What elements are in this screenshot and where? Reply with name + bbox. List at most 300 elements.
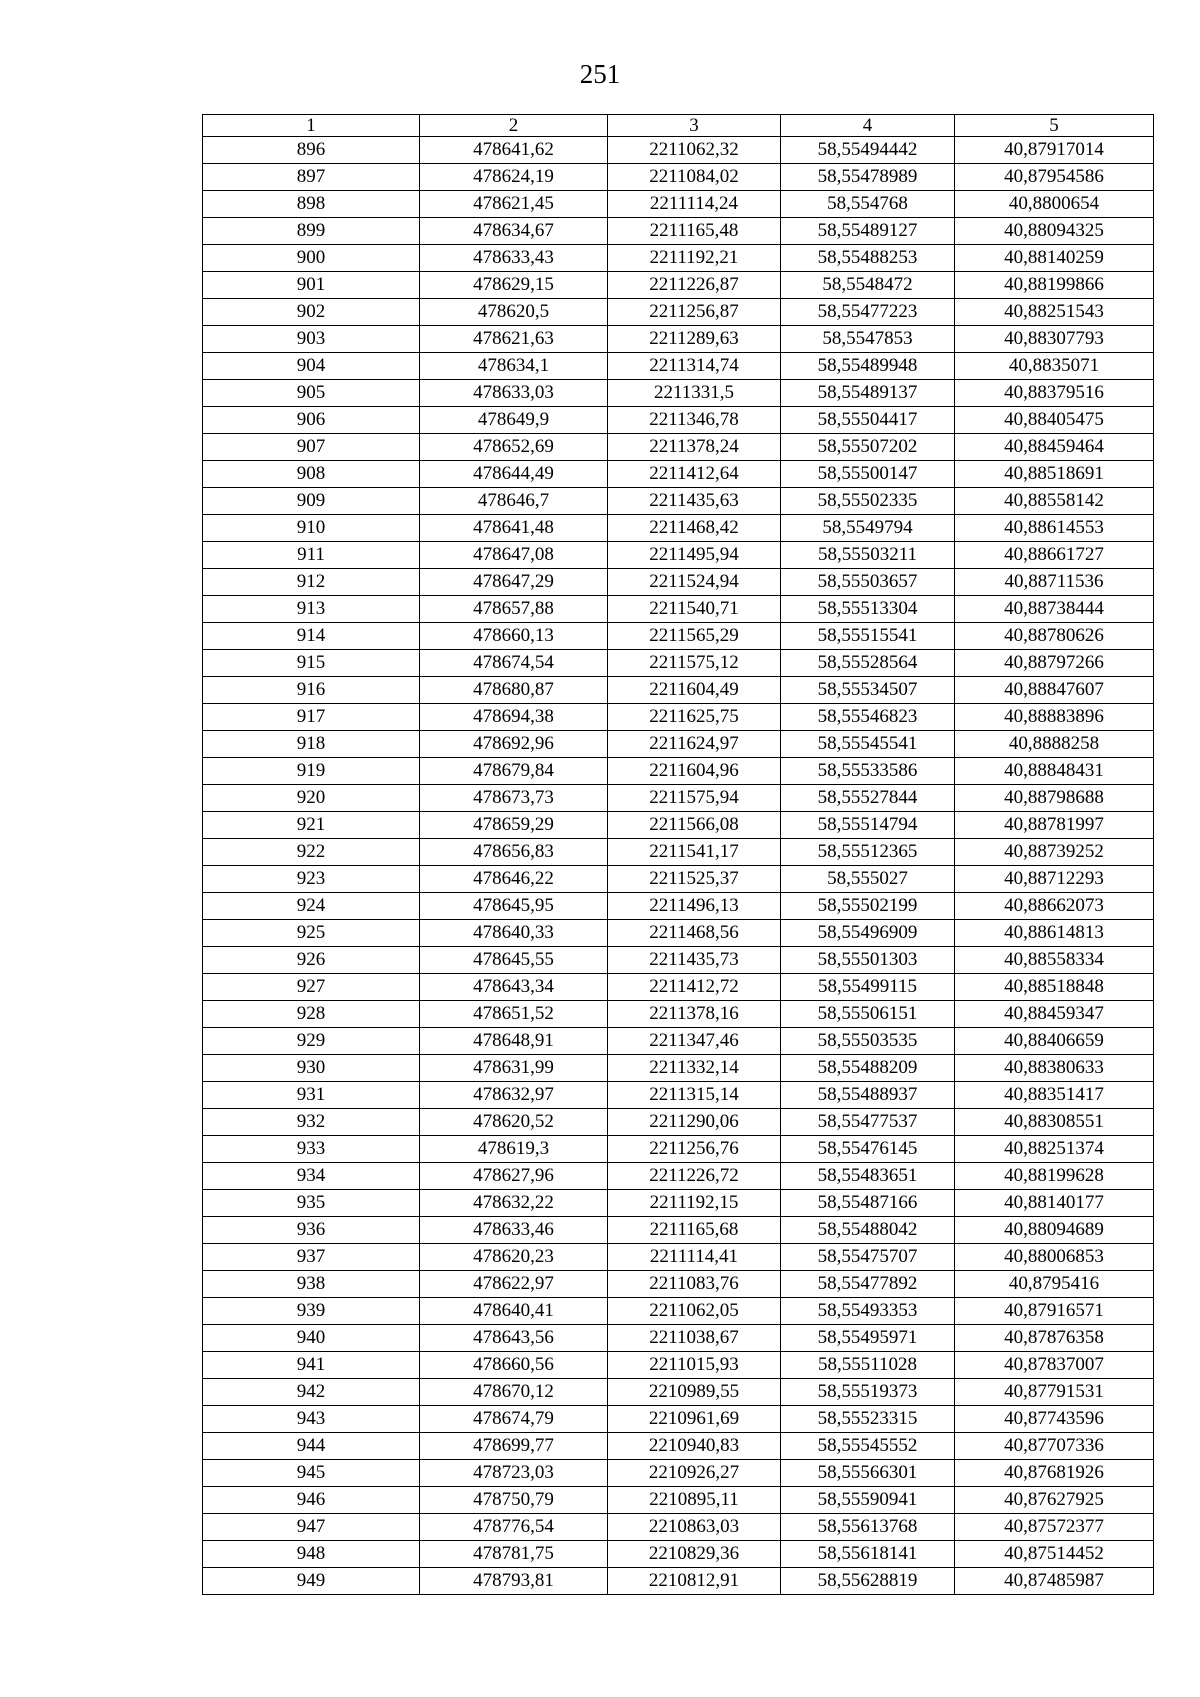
y-coordinate-cell: 2211084,02 [608,164,781,191]
x-coordinate-cell: 478699,77 [420,1433,608,1460]
x-coordinate-cell: 478622,97 [420,1271,608,1298]
x-coordinate-cell: 478656,83 [420,839,608,866]
point-number-cell: 922 [203,839,420,866]
point-number-cell: 901 [203,272,420,299]
y-coordinate-cell: 2211496,13 [608,893,781,920]
table-row [203,1028,1154,1055]
point-number-cell: 909 [203,488,420,515]
table-row [203,1514,1154,1541]
x-coordinate-cell: 478633,46 [420,1217,608,1244]
point-number-cell: 931 [203,1082,420,1109]
y-coordinate-cell: 2211314,74 [608,353,781,380]
latitude-cell: 58,55618141 [781,1541,955,1568]
table-row [203,299,1154,326]
longitude-cell: 40,88251374 [955,1136,1154,1163]
x-coordinate-cell: 478640,33 [420,920,608,947]
y-coordinate-cell: 2211625,75 [608,704,781,731]
table-row [203,1433,1154,1460]
y-coordinate-cell: 2211565,29 [608,623,781,650]
y-coordinate-cell: 2211604,96 [608,758,781,785]
table-row [203,1379,1154,1406]
x-coordinate-cell: 478621,45 [420,191,608,218]
x-coordinate-cell: 478657,88 [420,596,608,623]
point-number-cell: 932 [203,1109,420,1136]
latitude-cell: 58,55489137 [781,380,955,407]
point-number-cell: 939 [203,1298,420,1325]
latitude-cell: 58,5549794 [781,515,955,542]
latitude-cell: 58,5548472 [781,272,955,299]
point-number-cell: 918 [203,731,420,758]
y-coordinate-cell: 2211114,24 [608,191,781,218]
y-coordinate-cell: 2211346,78 [608,407,781,434]
latitude-cell: 58,55519373 [781,1379,955,1406]
y-coordinate-cell: 2211331,5 [608,380,781,407]
y-coordinate-cell: 2211165,68 [608,1217,781,1244]
table-row [203,785,1154,812]
latitude-cell: 58,55503535 [781,1028,955,1055]
longitude-cell: 40,88781997 [955,812,1154,839]
latitude-cell: 58,55545541 [781,731,955,758]
point-number-cell: 905 [203,380,420,407]
table-row [203,731,1154,758]
table-row [203,542,1154,569]
y-coordinate-cell: 2211525,37 [608,866,781,893]
longitude-cell: 40,88459464 [955,434,1154,461]
point-number-cell: 924 [203,893,420,920]
y-coordinate-cell: 2211165,48 [608,218,781,245]
point-number-cell: 948 [203,1541,420,1568]
point-number-cell: 899 [203,218,420,245]
longitude-cell: 40,88712293 [955,866,1154,893]
latitude-cell: 58,55503657 [781,569,955,596]
x-coordinate-cell: 478647,08 [420,542,608,569]
x-coordinate-cell: 478692,96 [420,731,608,758]
longitude-cell: 40,88739252 [955,839,1154,866]
latitude-cell: 58,55511028 [781,1352,955,1379]
point-number-cell: 920 [203,785,420,812]
point-number-cell: 903 [203,326,420,353]
column-header: 2 [420,115,608,137]
table-body [203,137,1154,1595]
longitude-cell: 40,88798688 [955,785,1154,812]
latitude-cell: 58,55502199 [781,893,955,920]
y-coordinate-cell: 2211332,14 [608,1055,781,1082]
longitude-cell: 40,88094325 [955,218,1154,245]
x-coordinate-cell: 478647,29 [420,569,608,596]
table-row [203,488,1154,515]
latitude-cell: 58,55500147 [781,461,955,488]
point-number-cell: 926 [203,947,420,974]
latitude-cell: 58,55494442 [781,137,955,164]
y-coordinate-cell: 2211315,14 [608,1082,781,1109]
point-number-cell: 930 [203,1055,420,1082]
latitude-cell: 58,55477892 [781,1271,955,1298]
y-coordinate-cell: 2210829,36 [608,1541,781,1568]
table-row [203,461,1154,488]
y-coordinate-cell: 2211575,12 [608,650,781,677]
y-coordinate-cell: 2211378,24 [608,434,781,461]
point-number-cell: 947 [203,1514,420,1541]
y-coordinate-cell: 2211038,67 [608,1325,781,1352]
x-coordinate-cell: 478631,99 [420,1055,608,1082]
latitude-cell: 58,55488042 [781,1217,955,1244]
longitude-cell: 40,88883896 [955,704,1154,731]
x-coordinate-cell: 478645,55 [420,947,608,974]
longitude-cell: 40,88405475 [955,407,1154,434]
longitude-cell: 40,87572377 [955,1514,1154,1541]
y-coordinate-cell: 2211256,87 [608,299,781,326]
longitude-cell: 40,87917014 [955,137,1154,164]
latitude-cell: 58,55503211 [781,542,955,569]
table-row [203,407,1154,434]
longitude-cell: 40,87916571 [955,1298,1154,1325]
longitude-cell: 40,88518848 [955,974,1154,1001]
x-coordinate-cell: 478620,52 [420,1109,608,1136]
x-coordinate-cell: 478644,49 [420,461,608,488]
latitude-cell: 58,55476145 [781,1136,955,1163]
y-coordinate-cell: 2211256,76 [608,1136,781,1163]
y-coordinate-cell: 2211114,41 [608,1244,781,1271]
y-coordinate-cell: 2211624,97 [608,731,781,758]
longitude-cell: 40,87954586 [955,164,1154,191]
longitude-cell: 40,8888258 [955,731,1154,758]
y-coordinate-cell: 2211412,72 [608,974,781,1001]
y-coordinate-cell: 2211083,76 [608,1271,781,1298]
table-row [203,677,1154,704]
x-coordinate-cell: 478629,15 [420,272,608,299]
x-coordinate-cell: 478673,73 [420,785,608,812]
x-coordinate-cell: 478624,19 [420,164,608,191]
latitude-cell: 58,55495971 [781,1325,955,1352]
latitude-cell: 58,55489948 [781,353,955,380]
x-coordinate-cell: 478643,34 [420,974,608,1001]
table-row [203,569,1154,596]
latitude-cell: 58,55507202 [781,434,955,461]
y-coordinate-cell: 2211412,64 [608,461,781,488]
y-coordinate-cell: 2211290,06 [608,1109,781,1136]
table-row [203,137,1154,164]
point-number-cell: 949 [203,1568,420,1595]
longitude-cell: 40,88661727 [955,542,1154,569]
table-row [203,839,1154,866]
longitude-cell: 40,88558334 [955,947,1154,974]
x-coordinate-cell: 478723,03 [420,1460,608,1487]
x-coordinate-cell: 478646,7 [420,488,608,515]
latitude-cell: 58,55546823 [781,704,955,731]
point-number-cell: 908 [203,461,420,488]
latitude-cell: 58,55513304 [781,596,955,623]
longitude-cell: 40,88662073 [955,893,1154,920]
longitude-cell: 40,88140177 [955,1190,1154,1217]
latitude-cell: 58,55493353 [781,1298,955,1325]
point-number-cell: 914 [203,623,420,650]
table-row [203,1352,1154,1379]
y-coordinate-cell: 2210895,11 [608,1487,781,1514]
longitude-cell: 40,8795416 [955,1271,1154,1298]
table-row [203,1217,1154,1244]
y-coordinate-cell: 2211468,56 [608,920,781,947]
point-number-cell: 945 [203,1460,420,1487]
x-coordinate-cell: 478660,13 [420,623,608,650]
y-coordinate-cell: 2211226,72 [608,1163,781,1190]
longitude-cell: 40,88380633 [955,1055,1154,1082]
y-coordinate-cell: 2210863,03 [608,1514,781,1541]
table-row [203,1406,1154,1433]
x-coordinate-cell: 478660,56 [420,1352,608,1379]
point-number-cell: 907 [203,434,420,461]
x-coordinate-cell: 478632,22 [420,1190,608,1217]
latitude-cell: 58,55590941 [781,1487,955,1514]
y-coordinate-cell: 2211566,08 [608,812,781,839]
table-row [203,1460,1154,1487]
longitude-cell: 40,87514452 [955,1541,1154,1568]
y-coordinate-cell: 2211192,15 [608,1190,781,1217]
table-row [203,812,1154,839]
table-row [203,191,1154,218]
latitude-cell: 58,55496909 [781,920,955,947]
x-coordinate-cell: 478649,9 [420,407,608,434]
x-coordinate-cell: 478645,95 [420,893,608,920]
longitude-cell: 40,8835071 [955,353,1154,380]
point-number-cell: 910 [203,515,420,542]
y-coordinate-cell: 2211541,17 [608,839,781,866]
table-row [203,1082,1154,1109]
table-row [203,1244,1154,1271]
point-number-cell: 946 [203,1487,420,1514]
point-number-cell: 921 [203,812,420,839]
point-number-cell: 919 [203,758,420,785]
table-row [203,164,1154,191]
table-row [203,1298,1154,1325]
y-coordinate-cell: 2211289,63 [608,326,781,353]
longitude-cell: 40,88848431 [955,758,1154,785]
y-coordinate-cell: 2211575,94 [608,785,781,812]
y-coordinate-cell: 2211226,87 [608,272,781,299]
longitude-cell: 40,88518691 [955,461,1154,488]
table-row [203,1163,1154,1190]
x-coordinate-cell: 478627,96 [420,1163,608,1190]
latitude-cell: 58,55487166 [781,1190,955,1217]
point-number-cell: 897 [203,164,420,191]
latitude-cell: 58,55489127 [781,218,955,245]
x-coordinate-cell: 478641,48 [420,515,608,542]
y-coordinate-cell: 2211378,16 [608,1001,781,1028]
table-row [203,380,1154,407]
latitude-cell: 58,55475707 [781,1244,955,1271]
latitude-cell: 58,55502335 [781,488,955,515]
table-row [203,596,1154,623]
latitude-cell: 58,55499115 [781,974,955,1001]
x-coordinate-cell: 478793,81 [420,1568,608,1595]
latitude-cell: 58,55477537 [781,1109,955,1136]
point-number-cell: 944 [203,1433,420,1460]
x-coordinate-cell: 478634,1 [420,353,608,380]
table-row [203,326,1154,353]
point-number-cell: 917 [203,704,420,731]
point-number-cell: 927 [203,974,420,1001]
latitude-cell: 58,55501303 [781,947,955,974]
point-number-cell: 942 [203,1379,420,1406]
latitude-cell: 58,55613768 [781,1514,955,1541]
latitude-cell: 58,55545552 [781,1433,955,1460]
table-row [203,893,1154,920]
x-coordinate-cell: 478670,12 [420,1379,608,1406]
x-coordinate-cell: 478634,67 [420,218,608,245]
latitude-cell: 58,55506151 [781,1001,955,1028]
longitude-cell: 40,87743596 [955,1406,1154,1433]
y-coordinate-cell: 2211495,94 [608,542,781,569]
longitude-cell: 40,88251543 [955,299,1154,326]
y-coordinate-cell: 2211435,73 [608,947,781,974]
x-coordinate-cell: 478659,29 [420,812,608,839]
table-row [203,1136,1154,1163]
longitude-cell: 40,88199628 [955,1163,1154,1190]
latitude-cell: 58,55628819 [781,1568,955,1595]
x-coordinate-cell: 478648,91 [420,1028,608,1055]
point-number-cell: 936 [203,1217,420,1244]
table-header [203,115,1154,137]
page-number: 251 [579,59,621,89]
table-row [203,272,1154,299]
y-coordinate-cell: 2211062,32 [608,137,781,164]
x-coordinate-cell: 478620,5 [420,299,608,326]
table-row [203,1541,1154,1568]
x-coordinate-cell: 478621,63 [420,326,608,353]
longitude-cell: 40,88459347 [955,1001,1154,1028]
y-coordinate-cell: 2211192,21 [608,245,781,272]
latitude-cell: 58,55483651 [781,1163,955,1190]
table-row [203,1487,1154,1514]
latitude-cell: 58,55477223 [781,299,955,326]
point-number-cell: 923 [203,866,420,893]
latitude-cell: 58,55566301 [781,1460,955,1487]
latitude-cell: 58,55478989 [781,164,955,191]
x-coordinate-cell: 478674,54 [420,650,608,677]
x-coordinate-cell: 478652,69 [420,434,608,461]
longitude-cell: 40,88738444 [955,596,1154,623]
latitude-cell: 58,55504417 [781,407,955,434]
y-coordinate-cell: 2211347,46 [608,1028,781,1055]
longitude-cell: 40,88711536 [955,569,1154,596]
x-coordinate-cell: 478620,23 [420,1244,608,1271]
latitude-cell: 58,55514794 [781,812,955,839]
longitude-cell: 40,88006853 [955,1244,1154,1271]
longitude-cell: 40,87485987 [955,1568,1154,1595]
y-coordinate-cell: 2210989,55 [608,1379,781,1406]
latitude-cell: 58,55523315 [781,1406,955,1433]
longitude-cell: 40,88307793 [955,326,1154,353]
point-number-cell: 933 [203,1136,420,1163]
table-row [203,1568,1154,1595]
column-header: 4 [781,115,955,137]
x-coordinate-cell: 478680,87 [420,677,608,704]
point-number-cell: 913 [203,596,420,623]
table-row [203,515,1154,542]
table-row [203,218,1154,245]
longitude-cell: 40,88406659 [955,1028,1154,1055]
longitude-cell: 40,87627925 [955,1487,1154,1514]
latitude-cell: 58,55527844 [781,785,955,812]
latitude-cell: 58,55533586 [781,758,955,785]
point-number-cell: 898 [203,191,420,218]
table-row [203,650,1154,677]
longitude-cell: 40,88614553 [955,515,1154,542]
column-header: 1 [203,115,420,137]
y-coordinate-cell: 2211468,42 [608,515,781,542]
table-row [203,245,1154,272]
point-number-cell: 904 [203,353,420,380]
x-coordinate-cell: 478651,52 [420,1001,608,1028]
point-number-cell: 912 [203,569,420,596]
header-row [203,115,1154,137]
point-number-cell: 935 [203,1190,420,1217]
point-number-cell: 928 [203,1001,420,1028]
latitude-cell: 58,55488253 [781,245,955,272]
longitude-cell: 40,88847607 [955,677,1154,704]
point-number-cell: 941 [203,1352,420,1379]
longitude-cell: 40,88379516 [955,380,1154,407]
x-coordinate-cell: 478641,62 [420,137,608,164]
table-row [203,920,1154,947]
longitude-cell: 40,8800654 [955,191,1154,218]
table-row [203,623,1154,650]
y-coordinate-cell: 2211524,94 [608,569,781,596]
y-coordinate-cell: 2211540,71 [608,596,781,623]
column-header: 3 [608,115,781,137]
point-number-cell: 937 [203,1244,420,1271]
table-row [203,1001,1154,1028]
x-coordinate-cell: 478643,56 [420,1325,608,1352]
x-coordinate-cell: 478619,3 [420,1136,608,1163]
longitude-cell: 40,88199866 [955,272,1154,299]
point-number-cell: 934 [203,1163,420,1190]
longitude-cell: 40,87876358 [955,1325,1154,1352]
latitude-cell: 58,55488209 [781,1055,955,1082]
longitude-cell: 40,88558142 [955,488,1154,515]
latitude-cell: 58,55512365 [781,839,955,866]
point-number-cell: 943 [203,1406,420,1433]
column-header: 5 [955,115,1154,137]
table-row [203,1271,1154,1298]
table-row [203,434,1154,461]
point-number-cell: 915 [203,650,420,677]
y-coordinate-cell: 2211604,49 [608,677,781,704]
table-row [203,974,1154,1001]
x-coordinate-cell: 478646,22 [420,866,608,893]
longitude-cell: 40,88797266 [955,650,1154,677]
x-coordinate-cell: 478776,54 [420,1514,608,1541]
table-row [203,866,1154,893]
point-number-cell: 940 [203,1325,420,1352]
longitude-cell: 40,88780626 [955,623,1154,650]
table-row [203,1109,1154,1136]
x-coordinate-cell: 478640,41 [420,1298,608,1325]
table-row [203,1055,1154,1082]
point-number-cell: 900 [203,245,420,272]
x-coordinate-cell: 478694,38 [420,704,608,731]
longitude-cell: 40,87791531 [955,1379,1154,1406]
point-number-cell: 925 [203,920,420,947]
longitude-cell: 40,88351417 [955,1082,1154,1109]
latitude-cell: 58,55534507 [781,677,955,704]
x-coordinate-cell: 478679,84 [420,758,608,785]
longitude-cell: 40,88614813 [955,920,1154,947]
latitude-cell: 58,5547853 [781,326,955,353]
longitude-cell: 40,88094689 [955,1217,1154,1244]
table-row [203,353,1154,380]
x-coordinate-cell: 478750,79 [420,1487,608,1514]
point-number-cell: 902 [203,299,420,326]
